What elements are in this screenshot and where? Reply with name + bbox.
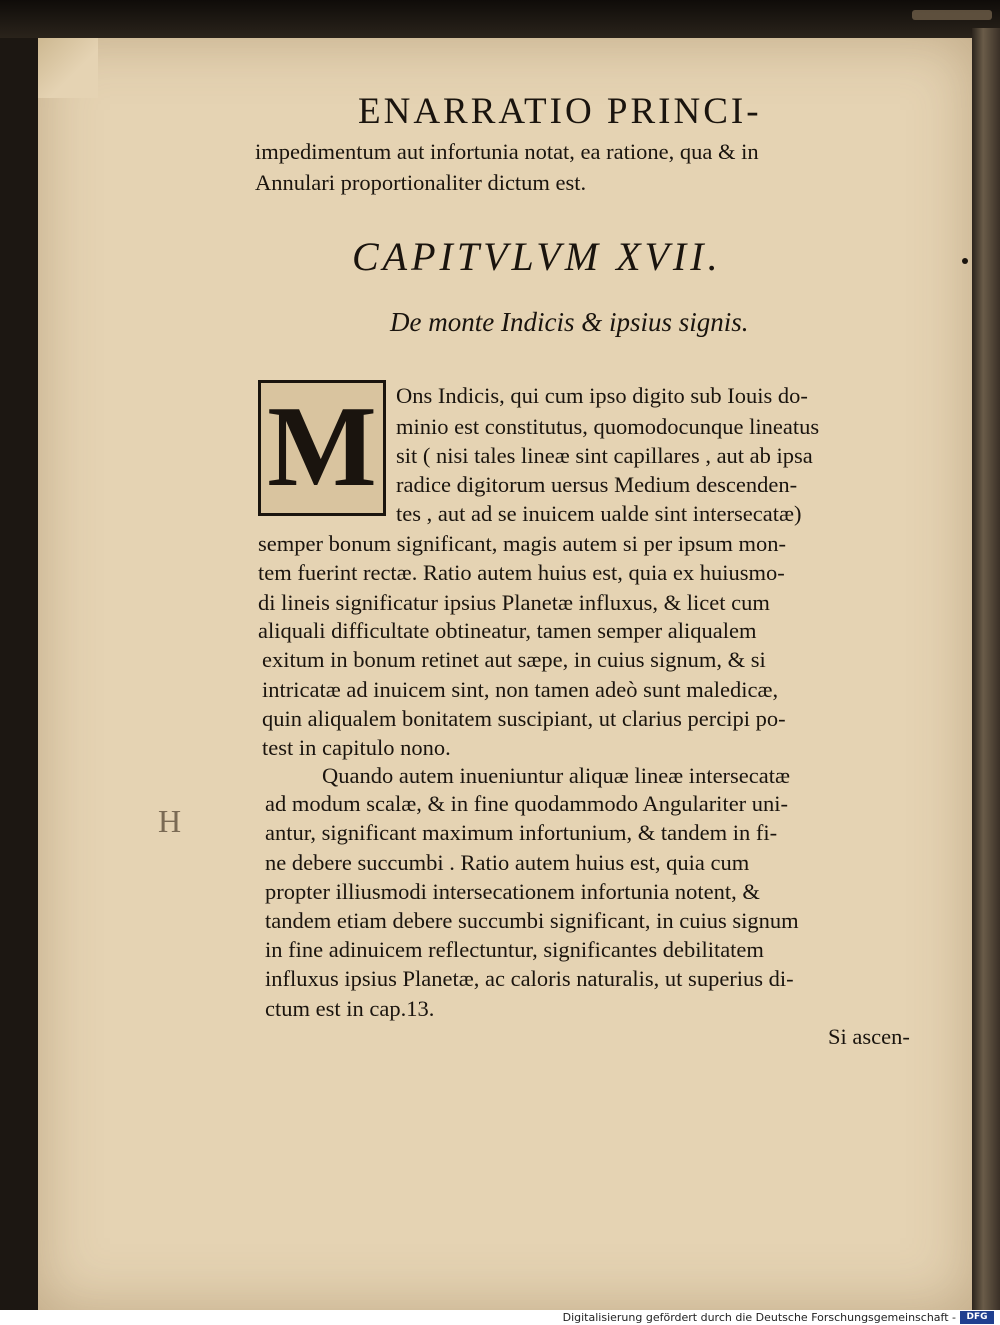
body-line: ne debere succumbi . Ratio autem huius est, quia cum	[265, 850, 750, 875]
body-line: exitum in bonum retinet aut sæpe, in cuius signum, & si	[262, 647, 766, 672]
decorated-initial	[258, 380, 386, 516]
body-line: Ons Indicis, qui cum ipso digito sub Iouis do-	[396, 383, 808, 408]
body-line: tes , aut ad se inuicem ualde sint intersecatæ)	[396, 501, 802, 526]
body-line: radice digitorum uersus Medium descenden-	[396, 472, 798, 497]
catchword: Si ascen-	[828, 1024, 910, 1049]
chapter-subtitle: De monte Indicis & ipsius signis.	[390, 307, 749, 337]
edge-mark	[912, 10, 992, 20]
marginal-mark: H	[158, 803, 182, 839]
body-line: tandem etiam debere succumbi significant, in cuius signum	[265, 908, 799, 933]
body-line: intricatæ ad inuicem sint, non tamen adeò sunt maledicæ,	[262, 677, 779, 702]
body-line: sit ( nisi tales lineæ sint capillares , aut ab ipsa	[396, 443, 813, 468]
body-line: tem fuerint rectæ. Ratio autem huius est, quia ex huiusmo-	[258, 560, 785, 585]
footer-credit: Digitalisierung gefördert durch die Deutsche Forschungsgemeinschaft -	[562, 1311, 956, 1324]
paper-page	[38, 38, 972, 1310]
body-line: test in capitulo nono.	[262, 735, 451, 760]
body-line: minio est constitutus, quomodocunque lineatus	[396, 414, 820, 439]
body-line: propter illiusmodi intersecationem infortunia notent, &	[265, 879, 760, 904]
body-line: di lineis significatur ipsius Planetæ influxus, & licet cum	[258, 590, 770, 615]
body-line: in fine adinuicem reflectuntur, significantes debilitatem	[265, 937, 764, 962]
body-line: quin aliqualem bonitatem suscipiant, ut clarius percipi po-	[262, 706, 786, 731]
body-line: influxus ipsius Planetæ, ac caloris naturalis, ut superius di-	[265, 966, 794, 991]
ink-dot	[962, 258, 968, 264]
book-top-edge	[0, 0, 1000, 38]
body-line: impedimentum aut infortunia notat, ea ratione, qua & in	[255, 139, 759, 164]
body-line: Annulari proportionaliter dictum est.	[255, 170, 587, 195]
body-line: ad modum scalæ, & in fine quodammodo Angulariter uni-	[265, 791, 789, 816]
body-line: Quando autem inueniuntur aliquæ lineæ intersecatæ	[322, 763, 791, 788]
body-line: antur, significant maximum infortunium, & tandem in fi-	[265, 820, 778, 845]
footer-bar	[0, 1310, 1000, 1325]
book-right-edge	[972, 28, 1000, 1310]
body-line: aliquali difficultate obtineatur, tamen semper aliqualem	[258, 618, 757, 643]
page-fold	[38, 38, 98, 98]
body-line: semper bonum significant, magis autem si per ipsum mon-	[258, 531, 787, 556]
dfg-logo: DFG	[960, 1311, 994, 1324]
body-line: ctum est in cap.13.	[265, 996, 435, 1021]
running-header: ENARRATIO PRINCI-	[358, 91, 762, 132]
chapter-title: CAPITVLVM XVII.	[352, 234, 722, 279]
initial-letter: M	[267, 383, 377, 511]
